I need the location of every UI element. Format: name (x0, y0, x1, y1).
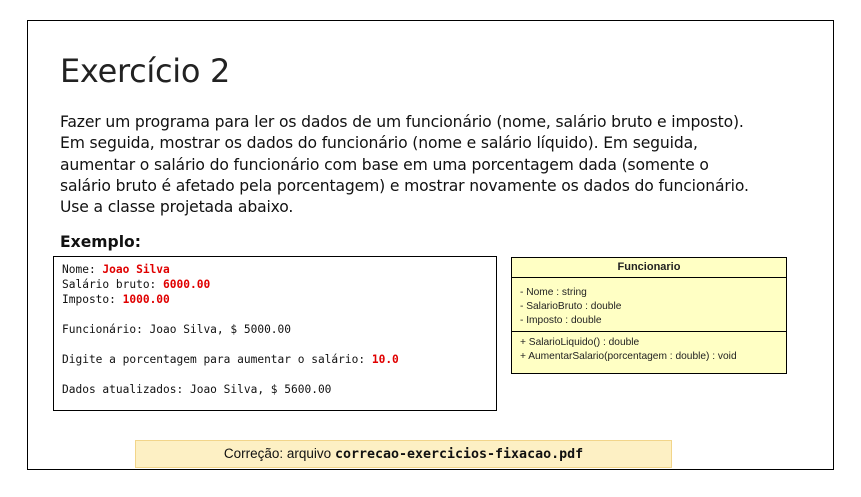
uml-class-name: Funcionario (512, 258, 786, 278)
console-line-bruto (62, 277, 488, 292)
console-blank-line (62, 307, 488, 322)
correction-filename: correcao-exercicios-fixacao.pdf (334, 447, 584, 462)
slide-title: Exercício 2 (60, 52, 231, 90)
nome-label: Nome: (62, 263, 103, 276)
console-line-atualizados: Dados atualizados: Joao Silva, $ 5600.00 (62, 383, 332, 396)
imposto-value: 1000.00 (122, 293, 170, 306)
bruto-label: Salário bruto: (62, 278, 164, 291)
imposto-label: Imposto: (62, 293, 123, 306)
correction-note (135, 440, 672, 468)
bruto-value: 6000.00 (163, 278, 211, 291)
nome-value: Joao Silva (102, 263, 170, 276)
console-line-nome (62, 262, 488, 277)
porcentagem-label: Digite a porcentagem para aumentar o salário: (62, 353, 372, 366)
example-heading: Exemplo: (60, 233, 141, 251)
uml-method: + SalarioLiquido() : double (520, 337, 640, 348)
uml-attributes (512, 278, 786, 332)
console-line-funcionario: Funcionário: Joao Silva, $ 5000.00 (62, 323, 292, 336)
uml-class-diagram (511, 257, 787, 374)
uml-methods (512, 332, 786, 368)
uml-attribute: - Imposto : double (520, 315, 602, 326)
exercise-description: Fazer um programa para ler os dados de um funcionário (nome, salário bruto e imposto). Em seguida, mostrar os dados do funcionário (nome e salário líquido). Em seguida, aumentar o salário do funcionário com base em uma porcentagem dada (somente o salário bruto é afetado pela porcentagem) e mostrar novamente os dados do funcionário. Use a classe projetada abaixo. (60, 113, 749, 217)
console-output (53, 256, 497, 411)
uml-attribute: - Nome : string (520, 287, 587, 298)
porcentagem-value: 10.0 (371, 353, 399, 366)
console-blank-line (62, 337, 488, 352)
console-blank-line (62, 367, 488, 382)
uml-method: + AumentarSalario(porcentagem : double) : void (520, 351, 737, 362)
uml-attribute: - SalarioBruto : double (520, 301, 622, 312)
console-line-porcentagem (62, 352, 488, 367)
console-line-imposto (62, 292, 488, 307)
correction-prefix: Correção: arquivo (223, 446, 335, 461)
